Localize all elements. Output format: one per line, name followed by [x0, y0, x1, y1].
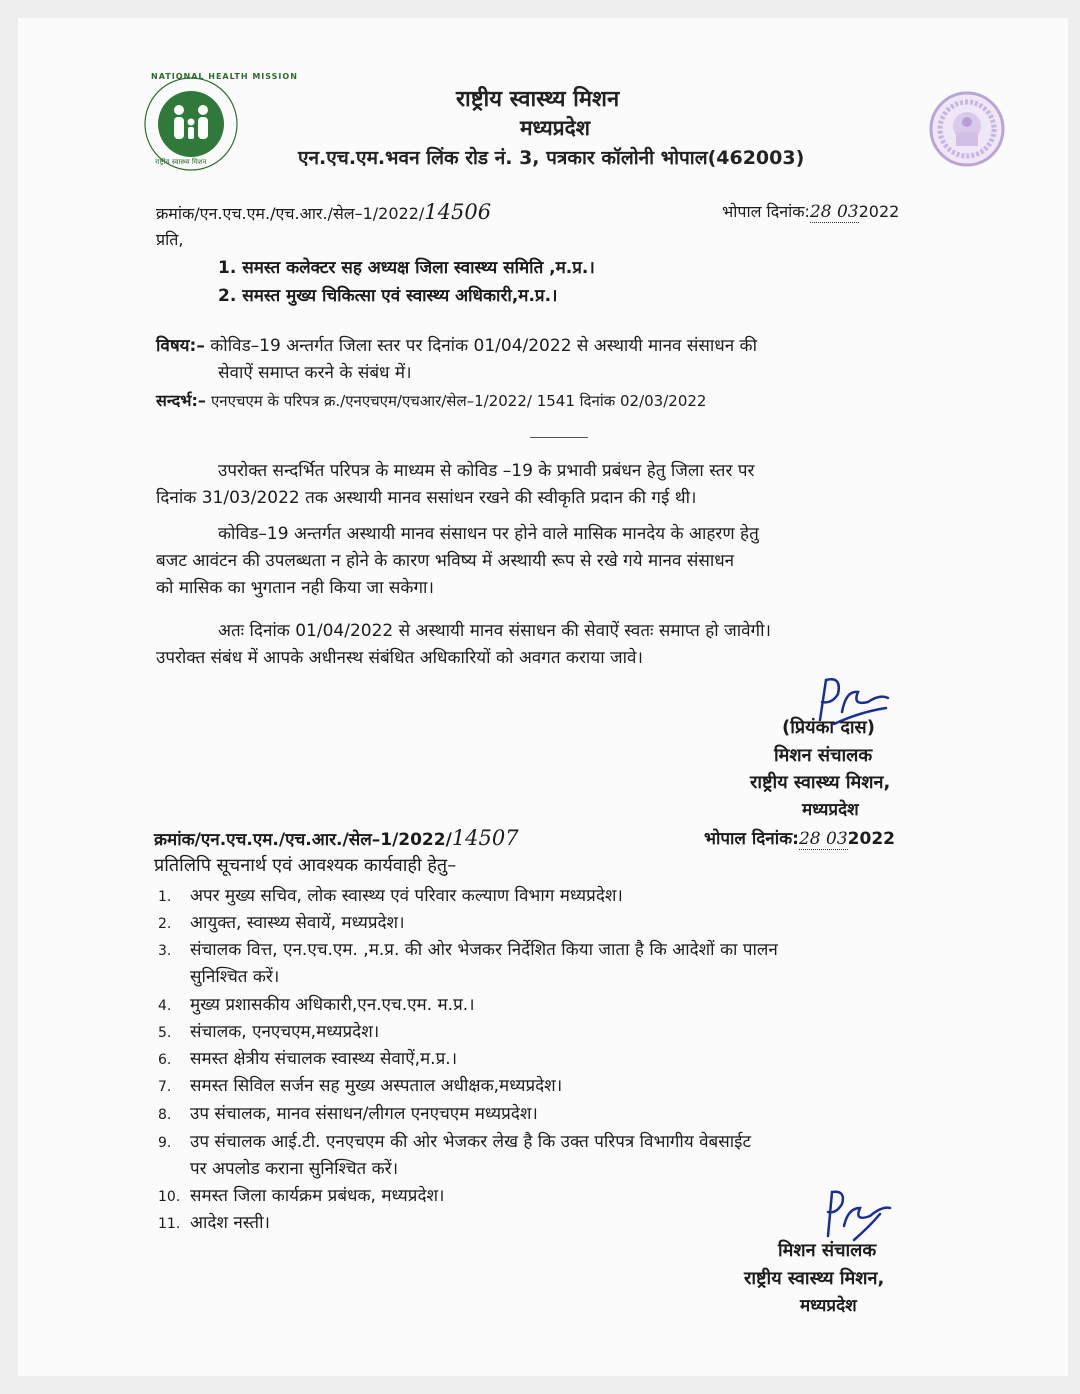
signatory-state-2: मध्यप्रदेश: [800, 1296, 857, 1316]
para2-line2: बजट आवंटन की उपलब्धता न होने के कारण भविष्य में अस्थायी रूप से रखे गये मानव संसाधन: [156, 551, 735, 571]
signature-mark-2: [818, 1186, 894, 1246]
para3-line2: उपरोक्त संबंध में आपके अधीनस्थ संबंधित अधिकारियों को अवगत कराया जावे।: [156, 648, 643, 668]
ref-prefix: क्रमांक/एन.एच.एम./एच.आर./सेल–1/2022/: [156, 204, 425, 223]
list-item-continuation: पर अपलोड कराना सुनिश्चित करें।: [190, 1159, 399, 1179]
date-handwritten: 28 03: [809, 202, 859, 222]
nhm-logo-graphic: [133, 72, 251, 172]
signatory-org: राष्ट्रीय स्वास्थ्य मिशन,: [750, 772, 891, 793]
org-state: मध्यप्रदेश: [520, 116, 591, 140]
subject-line-2: सेवाऐं समाप्त करने के संबंध में।: [218, 363, 412, 383]
para1-line1: उपरोक्त सन्दर्भित परिपत्र के माध्यम से कोविड –19 के प्रभावी प्रबंधन हेतु जिला स्तर पर: [218, 461, 755, 481]
list-item: 8. उप संचालक, मानव संसाधन/लीगल एनएचएम मध्यप्रदेश।: [158, 1104, 538, 1124]
reference-label: सन्दर्भ:–: [156, 391, 206, 410]
signatory-state: मध्यप्रदेश: [802, 800, 859, 820]
ref-handwritten-number: 14506: [424, 200, 492, 224]
list-item: 3. संचालक वित्त, एन.एच.एम. ,म.प्र. की ओर भेजकर निर्देशित किया जाता है कि आदेशों का पालन: [158, 940, 778, 960]
signatory-title: मिशन संचालक: [774, 745, 873, 766]
recipient-2: 2. समस्त मुख्य चिकित्सा एवं स्वास्थ्य अधिकारी,म.प्र.।: [218, 286, 558, 306]
separator-line: [530, 437, 588, 438]
copy-heading: प्रतिलिपि सूचनार्थ एवं आवश्यक कार्यवाही हेतु–: [154, 855, 457, 876]
ref-prefix: क्रमांक/एन.एच.एम./एच.आर./सेल–1/2022/: [154, 830, 452, 850]
list-item: 2. आयुक्त, स्वास्थ्य सेवायें, मध्यप्रदेश।: [158, 913, 405, 933]
ref-number-2: [154, 826, 519, 850]
date-2: [704, 826, 895, 849]
subject-label: विषय:–: [156, 336, 205, 356]
signatory-title-2: मिशन संचालक: [778, 1240, 877, 1261]
org-address: एन.एच.एम.भवन लिंक रोड नं. 3, पत्रकार कॉलोनी भोपाल(462003): [298, 147, 805, 169]
list-item: 7. समस्त सिविल सर्जन सह मुख्य अस्पताल अधीक्षक,मध्यप्रदेश।: [158, 1076, 563, 1096]
list-item: 4. मुख्य प्रशासकीय अधिकारी,एन.एच.एम. म.प्र.।: [158, 995, 475, 1015]
signatory-name: (प्रियंका दास): [782, 717, 875, 738]
subject-line-1: [156, 333, 757, 356]
reference-text: एनएचएम के परिपत्र क्र./एनएचएम/एचआर/सेल–1/2022/ 1541 दिनांक 02/03/2022: [211, 392, 707, 410]
date-year: 2022: [858, 202, 900, 221]
date-1: [722, 200, 899, 222]
nhm-logo: [133, 72, 298, 172]
reference-line: [156, 389, 706, 411]
prati-label: प्रति,: [156, 230, 184, 249]
subject-text-1: कोविड–19 अन्तर्गत जिला स्तर पर दिनांक 01/04/2022 से अस्थायी मानव संसाधन की: [210, 336, 757, 356]
ref-number-1: [156, 200, 491, 224]
para2-line3: को मासिक का भुगतान नही किया जा सकेगा।: [156, 578, 434, 598]
list-item: 6. समस्त क्षेत्रीय संचालक स्वास्थ्य सेवाऐं,म.प्र.।: [158, 1049, 458, 1069]
list-item-continuation: सुनिश्चित करें।: [190, 967, 280, 987]
date-year: 2022: [847, 829, 895, 849]
org-name: राष्ट्रीय स्वास्थ्य मिशन: [456, 87, 620, 112]
logo-ring-text: NATIONAL HEALTH MISSION: [151, 72, 298, 81]
list-item: 1. अपर मुख्य सचिव, लोक स्वास्थ्य एवं परिवार कल्याण विभाग मध्यप्रदेश।: [158, 886, 623, 906]
date-prefix: भोपाल दिनांक:: [704, 829, 799, 849]
recipient-1: 1. समस्त कलेक्टर सह अध्यक्ष जिला स्वास्थ्य समिति ,म.प्र.।: [218, 258, 595, 278]
list-item: 9. उप संचालक आई.टी. एनएचएम की ओर भेजकर लेख है कि उक्त परिपत्र विभागीय वेबसाईट: [158, 1132, 752, 1152]
ref-handwritten-number: 14507: [451, 826, 519, 850]
para3-line1: अतः दिनांक 01/04/2022 से अस्थायी मानव संसाधन की सेवाऐं स्वतः समाप्त हो जावेगी।: [218, 621, 771, 641]
list-item: 10. समस्त जिला कार्यक्रम प्रबंधक, मध्यप्रदेश।: [158, 1186, 445, 1206]
logo-bottom-text: राष्ट्रीय स्वास्थ्य मिशन: [155, 158, 207, 166]
para2-line1: कोविड–19 अन्तर्गत अस्थायी मानव संसाधन पर होने वाले मासिक मानदेय के आहरण हेतु: [218, 524, 759, 544]
signatory-org-2: राष्ट्रीय स्वास्थ्य मिशन,: [744, 1268, 885, 1289]
mp-govt-emblem: [926, 88, 1008, 170]
list-item: 5. संचालक, एनएचएम,मध्यप्रदेश।: [158, 1022, 380, 1042]
date-handwritten: 28 03: [798, 829, 848, 849]
para1-line2: दिनांक 31/03/2022 तक अस्थायी मानव ससांधन रखने की स्वीकृति प्रदान की गई थी।: [156, 488, 697, 508]
list-item: 11. आदेश नस्ती।: [158, 1213, 270, 1233]
date-prefix: भोपाल दिनांक:: [722, 202, 810, 221]
